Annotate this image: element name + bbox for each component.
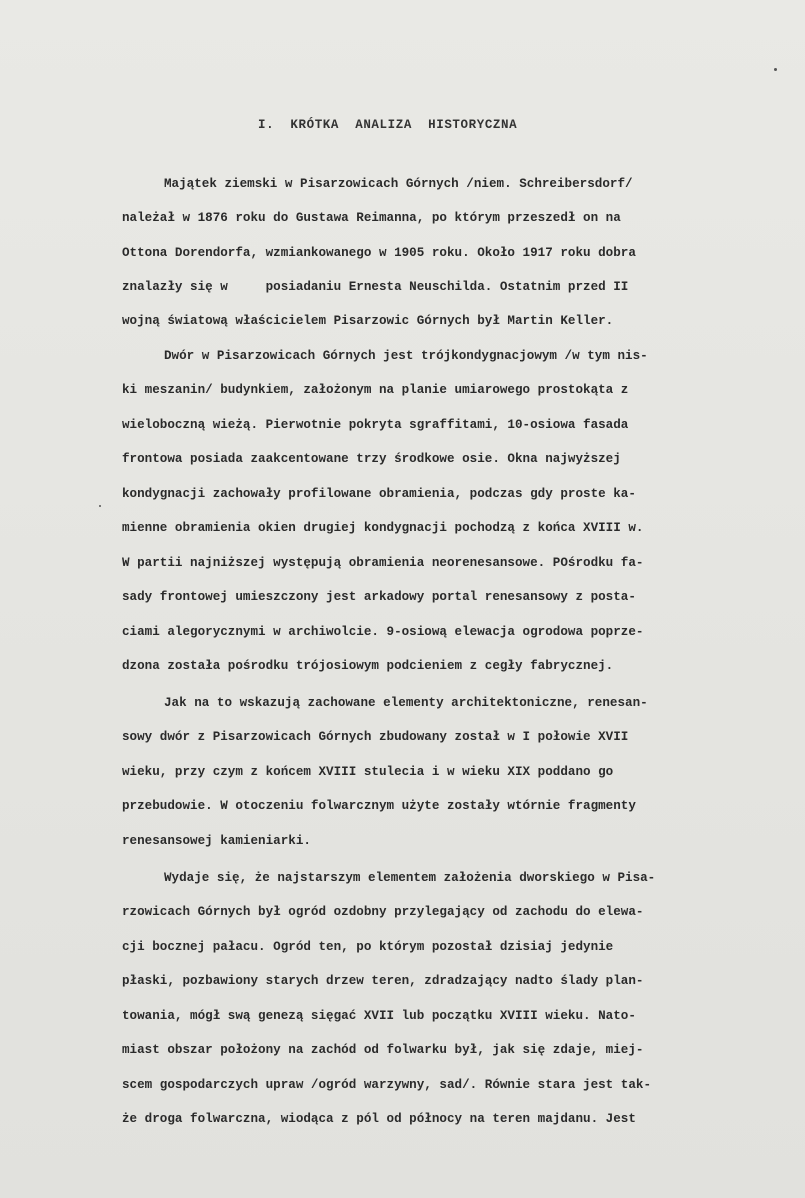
- text-line: towania, mógł swą genezą sięgać XVII lub początku XVIII wieku. Nato-: [122, 1009, 636, 1023]
- text-line: dzona została pośrodku trójosiowym podcieniem z cegły fabrycznej.: [122, 659, 614, 673]
- text-line: Majątek ziemski w Pisarzowicach Górnych /niem. Schreibersdorf/: [164, 177, 633, 191]
- text-line: wieloboczną wieżą. Pierwotnie pokryta sgraffitami, 10-osiowa fasada: [122, 418, 629, 432]
- text-line: należał w 1876 roku do Gustawa Reimanna, po którym przeszedł on na: [122, 211, 621, 225]
- text-line: mienne obramienia okien drugiej kondygnacji pochodzą z końca XVIII w.: [122, 521, 644, 535]
- text-line: cji bocznej pałacu. Ogród ten, po którym pozostał dzisiaj jedynie: [122, 940, 614, 954]
- text-line: wojną światową właścicielem Pisarzowic Górnych był Martin Keller.: [122, 314, 614, 328]
- text-line: Dwór w Pisarzowicach Górnych jest trójkondygnacjowym /w tym nis-: [164, 349, 648, 363]
- text-line: wieku, przy czym z końcem XVIII stulecia i w wieku XIX poddano go: [122, 765, 614, 779]
- text-line: ciami alegorycznymi w archiwolcie. 9-osiową elewacja ogrodowa poprze-: [122, 625, 644, 639]
- text-line: ki meszanin/ budynkiem, założonym na planie umiarowego prostokąta z: [122, 383, 629, 397]
- margin-speck: [774, 68, 777, 71]
- text-line: miast obszar położony na zachód od folwarku był, jak się zdaje, miej-: [122, 1043, 644, 1057]
- text-line: Ottona Dorendorfa, wzmiankowanego w 1905 roku. Około 1917 roku dobra: [122, 246, 636, 260]
- text-line: W partii najniższej występują obramienia neorenesansowe. POśrodku fa-: [122, 556, 644, 570]
- text-line: kondygnacji zachowały profilowane obramienia, podczas gdy proste ka-: [122, 487, 636, 501]
- text-line: rzowicach Górnych był ogród ozdobny przylegający od zachodu do elewa-: [122, 905, 644, 919]
- text-line: płaski, pozbawiony starych drzew teren, zdradzający nadto ślady plan-: [122, 974, 644, 988]
- text-line: sowy dwór z Pisarzowicach Górnych zbudowany został w I połowie XVII: [122, 730, 629, 744]
- document-title: I. KRÓTKA ANALIZA HISTORYCZNA: [258, 118, 518, 132]
- text-line: frontowa posiada zaakcentowane trzy środkowe osie. Okna najwyższej: [122, 452, 621, 466]
- text-line: przebudowie. W otoczeniu folwarcznym użyte zostały wtórnie fragmenty: [122, 799, 636, 813]
- text-line: znalazły się w posiadaniu Ernesta Neuschilda. Ostatnim przed II: [122, 280, 629, 294]
- text-line: że droga folwarczna, wiodąca z pól od północy na teren majdanu. Jest: [122, 1112, 636, 1126]
- text-line: Jak na to wskazują zachowane elementy architektoniczne, renesan-: [164, 696, 648, 710]
- text-line: sady frontowej umieszczony jest arkadowy portal renesansowy z posta-: [122, 590, 636, 604]
- text-line: scem gospodarczych upraw /ogród warzywny, sad/. Równie stara jest tak-: [122, 1078, 652, 1092]
- text-line: Wydaje się, że najstarszym elementem założenia dworskiego w Pisa-: [164, 871, 656, 885]
- text-line: renesansowej kamieniarki.: [122, 834, 311, 848]
- margin-speck: [99, 505, 101, 507]
